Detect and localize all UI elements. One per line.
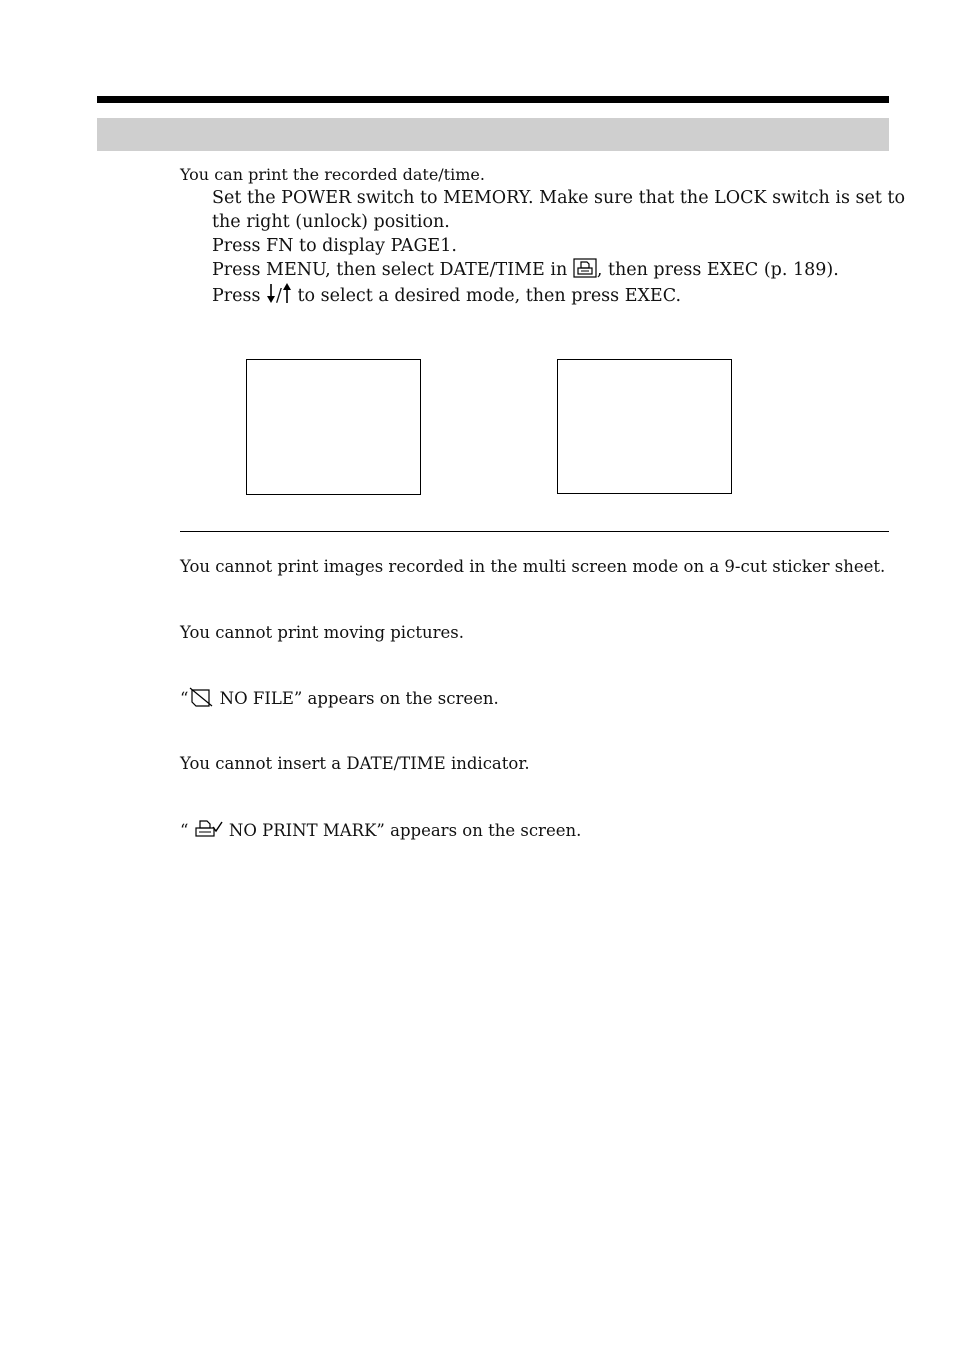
step-3 xyxy=(212,258,839,285)
note-no-file-text: NO FILE” appears on the screen. xyxy=(214,689,499,708)
no-file-icon xyxy=(188,687,214,713)
note-no-print-mark-text: NO PRINT MARK” appears on the screen. xyxy=(223,821,582,840)
screen-illustration-right xyxy=(557,359,732,494)
note-no-file-open-quote: “ xyxy=(180,689,189,708)
step-4-text-after: to select a desired mode, then press EXEC. xyxy=(291,286,682,306)
arrow-down-icon xyxy=(266,282,276,311)
step-4 xyxy=(212,282,681,311)
print-mark-icon xyxy=(194,819,224,845)
note-moving-pictures: You cannot print moving pictures. xyxy=(180,623,464,642)
note-no-print-mark-open-quote: “ xyxy=(180,821,194,840)
note-multi-screen: You cannot print images recorded in the multi screen mode on a 9-cut sticker sheet. xyxy=(180,557,886,576)
note-no-file xyxy=(180,687,499,713)
note-no-print-mark xyxy=(180,819,581,845)
step-1-line-2: the right (unlock) position. xyxy=(212,212,450,232)
screen-illustration-left xyxy=(246,359,421,495)
step-3-text-after: , then press EXEC (p. 189). xyxy=(596,260,839,280)
intro-text: You can print the recorded date/time. xyxy=(180,165,485,184)
arrow-up-icon xyxy=(282,282,292,311)
step-3-text-before: Press MENU, then select DATE/TIME in xyxy=(212,260,573,280)
step-1-line-1: Set the POWER switch to MEMORY. Make sure that the LOCK switch is set to xyxy=(212,188,905,208)
section-divider xyxy=(180,531,889,532)
printer-icon xyxy=(573,258,597,285)
step-4-text-before: Press xyxy=(212,286,267,306)
step-4-separator: / xyxy=(276,286,282,306)
note-date-time: You cannot insert a DATE/TIME indicator. xyxy=(180,754,530,773)
section-title-band xyxy=(97,118,889,151)
header-rule xyxy=(97,96,889,103)
step-2: Press FN to display PAGE1. xyxy=(212,236,457,256)
